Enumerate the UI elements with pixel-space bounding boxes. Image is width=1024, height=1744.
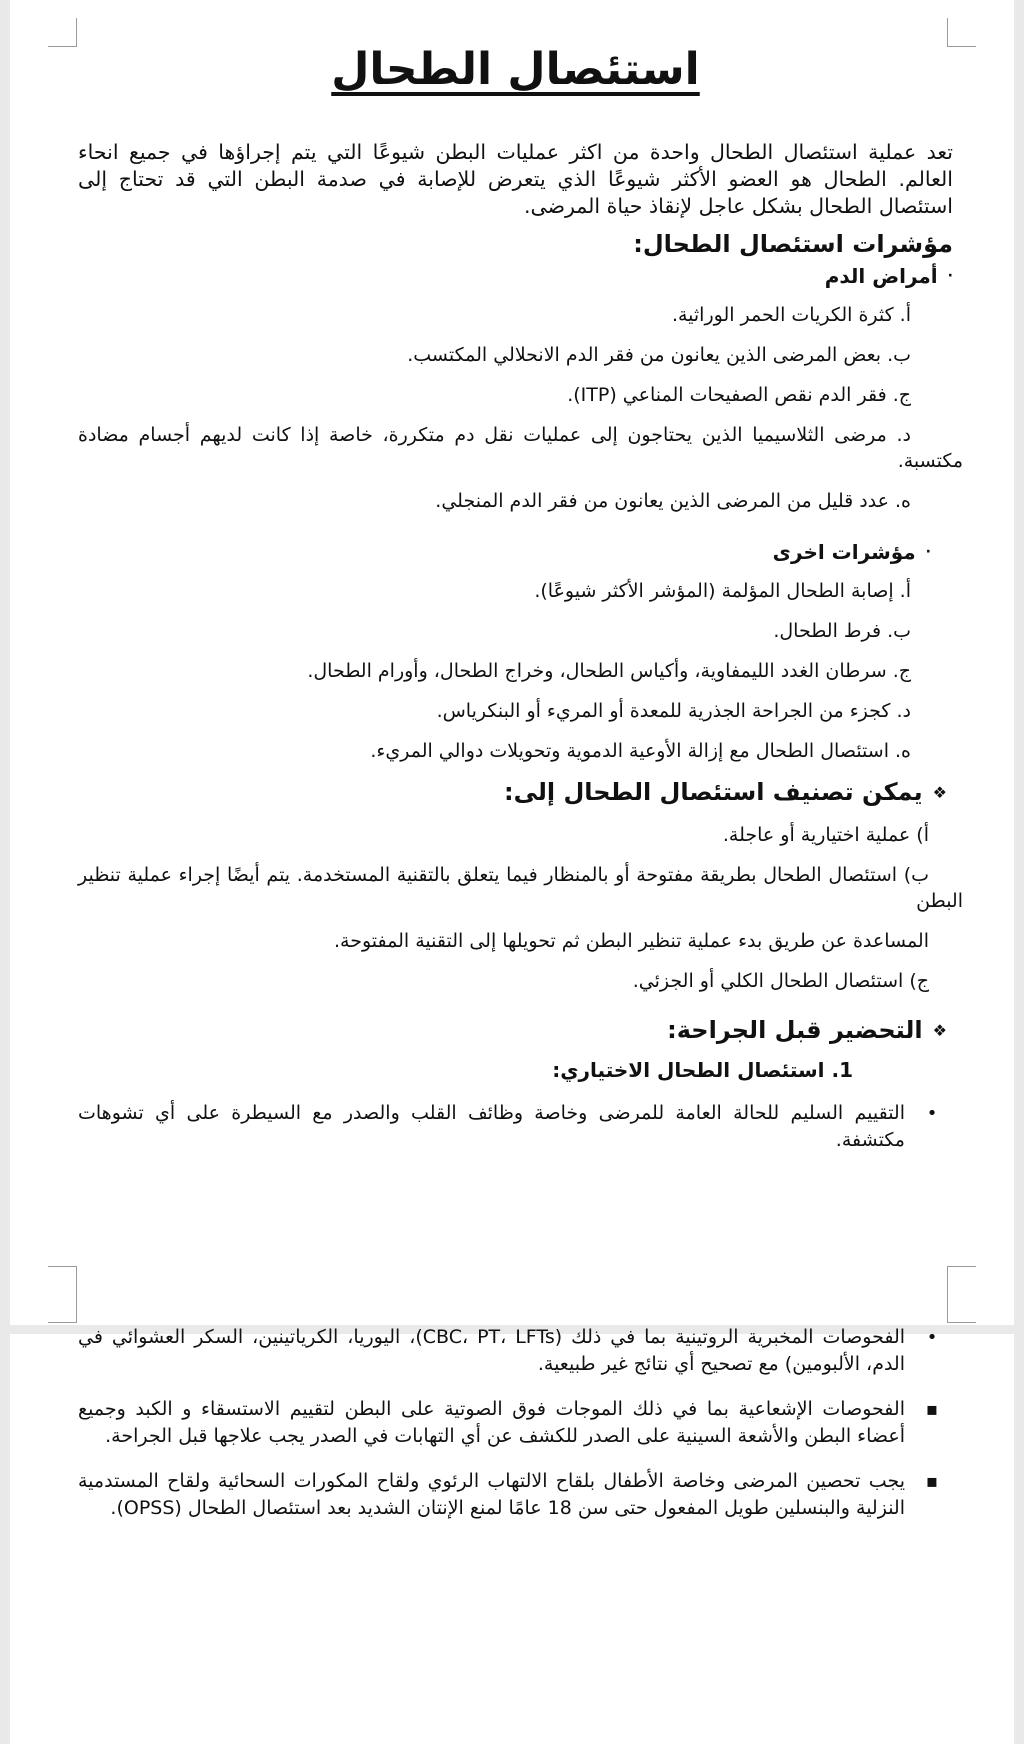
page-2-content <box>78 1306 953 1522</box>
item-marker: ه. <box>895 490 911 512</box>
item-text: التقييم السليم للحالة العامة للمرضى وخاصة وظائف القلب والصدر مع السيطرة على أي تشوهات مكتشفة. <box>78 1102 905 1151</box>
item-text: الفحوصات المخبرية الروتينية بما في ذلك (CBC، PT، LFTs)، اليوريا، الكرياتينين، السكر العشوائي في الدم، الألبومين) مع تصحيح أي نتائج غير طبيعية. <box>78 1326 906 1375</box>
blood-diseases-label: أمراض الدم <box>824 264 938 288</box>
item-text: كثرة الكريات الحمر الوراثية. <box>671 304 894 326</box>
blood-diseases-list <box>78 302 911 408</box>
item-text: إصابة الطحال المؤلمة (المؤشر الأكثر شيوعًا). <box>534 580 894 602</box>
crop-mark <box>48 18 77 47</box>
prep-label: التحضير قبل الجراحة: <box>667 1016 923 1044</box>
item-marker: ج. <box>892 660 911 682</box>
list-item <box>78 1100 943 1154</box>
classification-b <box>78 862 963 914</box>
item-marker: أ. <box>899 580 911 602</box>
document-page-2 <box>10 1326 1014 1744</box>
bullet-dot: ▪ <box>925 1399 939 1420</box>
item-text: عدد قليل من المرضى الذين يعانون من فقر الدم المنجلي. <box>435 490 889 512</box>
blood-diseases-heading <box>78 264 953 288</box>
item-marker: ب. <box>887 344 911 366</box>
list-item <box>78 1396 943 1450</box>
diamond-bullet-icon: ❖ <box>932 1020 947 1040</box>
list-item <box>78 698 911 724</box>
bullet-dot: • <box>926 1103 938 1124</box>
list-item <box>78 1324 943 1378</box>
classification-b-text: ب) استئصال الطحال بطريقة مفتوحة أو بالمنظار فيما يتعلق بالتقنية المستخدمة. يتم أيضًا إجراء عملية تنظير البطن <box>78 864 963 912</box>
item-marker: ه. <box>895 740 911 762</box>
list-item <box>78 578 911 604</box>
item-marker: ج. <box>892 384 911 406</box>
blood-diseases-list-end <box>78 488 911 514</box>
list-item <box>78 618 911 644</box>
list-item <box>78 488 911 514</box>
classification-a: أ) عملية اختيارية أو عاجلة. <box>722 824 929 846</box>
item-text: الفحوصات الإشعاعية بما في ذلك الموجات فوق الصوتية على البطن لتقييم الاستسقاء و الكبد وجميع أعضاء البطن والأشعة السينية على الصدر للكشف عن أي التهابات في الصدر يجب علاجها قبل الجراحة. <box>78 1398 905 1447</box>
prep-list-page-2 <box>78 1324 943 1522</box>
classification-b-continued: المساعدة عن طريق بدء عملية تنظير البطن ثم تحويلها إلى التقنية المفتوحة. <box>333 930 929 952</box>
other-indications-list <box>78 578 911 764</box>
document-title: استئصال الطحال <box>331 44 700 95</box>
prep-heading <box>78 1016 947 1044</box>
crop-mark <box>947 18 976 47</box>
other-indications-label: مؤشرات اخرى <box>772 540 916 564</box>
list-item-wrapped <box>78 422 963 474</box>
other-indications-heading <box>78 540 931 564</box>
item-text: استئصال الطحال مع إزالة الأوعية الدموية وتحويلات دوالي المريء. <box>370 740 889 762</box>
item-marker: د. <box>896 700 911 722</box>
list-item <box>78 1468 943 1522</box>
bullet-dot: ▪ <box>925 1471 939 1492</box>
page-1-content <box>78 44 963 1154</box>
item-text: بعض المرضى الذين يعانون من فقر الدم الانحلالي المكتسب. <box>407 344 882 366</box>
list-item <box>78 302 911 328</box>
document-page-1 <box>10 0 1014 1325</box>
classification-c: ج) استئصال الطحال الكلي أو الجزئي. <box>632 970 929 992</box>
elective-splenectomy-heading: 1. استئصال الطحال الاختياري: <box>552 1058 853 1082</box>
item-text: فقر الدم نقص الصفيحات المناعي (ITP). <box>567 384 887 406</box>
item-text: كجزء من الجراحة الجذرية للمعدة أو المريء أو البنكرياس. <box>436 700 891 722</box>
bullet-dot: • <box>926 1327 938 1348</box>
item-text: سرطان الغدد الليمفاوية، وأكياس الطحال، وخراج الطحال، وأورام الطحال. <box>307 660 887 682</box>
item-marker: أ. <box>899 304 911 326</box>
classification-label: يمكن تصنيف استئصال الطحال إلى: <box>503 778 923 806</box>
classification-heading <box>78 778 947 806</box>
item-text: مرضى الثلاسيميا الذين يحتاجون إلى عمليات نقل دم متكررة، خاصة إذا كانت لديهم أجسام مضادة مكتسبة. <box>78 424 963 472</box>
item-text: يجب تحصين المرضى وخاصة الأطفال بلقاح الالتهاب الرئوي ولقاح المكورات السحائية ولقاح المستدمية النزلية والبنسلين طويل المفعول حتى سن 18 عامًا لمنع الإنتان الشديد بعد استئصال الطحال (OPSS). <box>78 1470 905 1519</box>
crop-mark <box>947 1266 976 1295</box>
item-text: فرط الطحال. <box>773 620 882 642</box>
bullet-marker: · <box>947 268 953 284</box>
list-item <box>78 658 911 684</box>
crop-mark <box>48 1294 77 1323</box>
list-item <box>78 382 911 408</box>
crop-mark <box>48 1266 77 1295</box>
prep-list-page-1 <box>78 1100 943 1154</box>
item-marker: د. <box>896 424 911 446</box>
item-marker: ب. <box>887 620 911 642</box>
intro-paragraph: تعد عملية استئصال الطحال واحدة من اكثر عمليات البطن شيوعًا التي يتم إجراؤها في جميع انحاء العالم. الطحال هو العضو الأكثر شيوعًا الذي يتعرض للإصابة في صدمة البطن التي قد تحتاج إلى استئصال الطحال بشكل عاجل لإنقاذ حياة المرضى. <box>78 140 953 218</box>
diamond-bullet-icon: ❖ <box>932 782 947 802</box>
list-item <box>78 738 911 764</box>
bullet-marker: · <box>925 544 931 560</box>
list-item <box>78 342 911 368</box>
indications-heading: مؤشرات استئصال الطحال: <box>633 230 953 258</box>
